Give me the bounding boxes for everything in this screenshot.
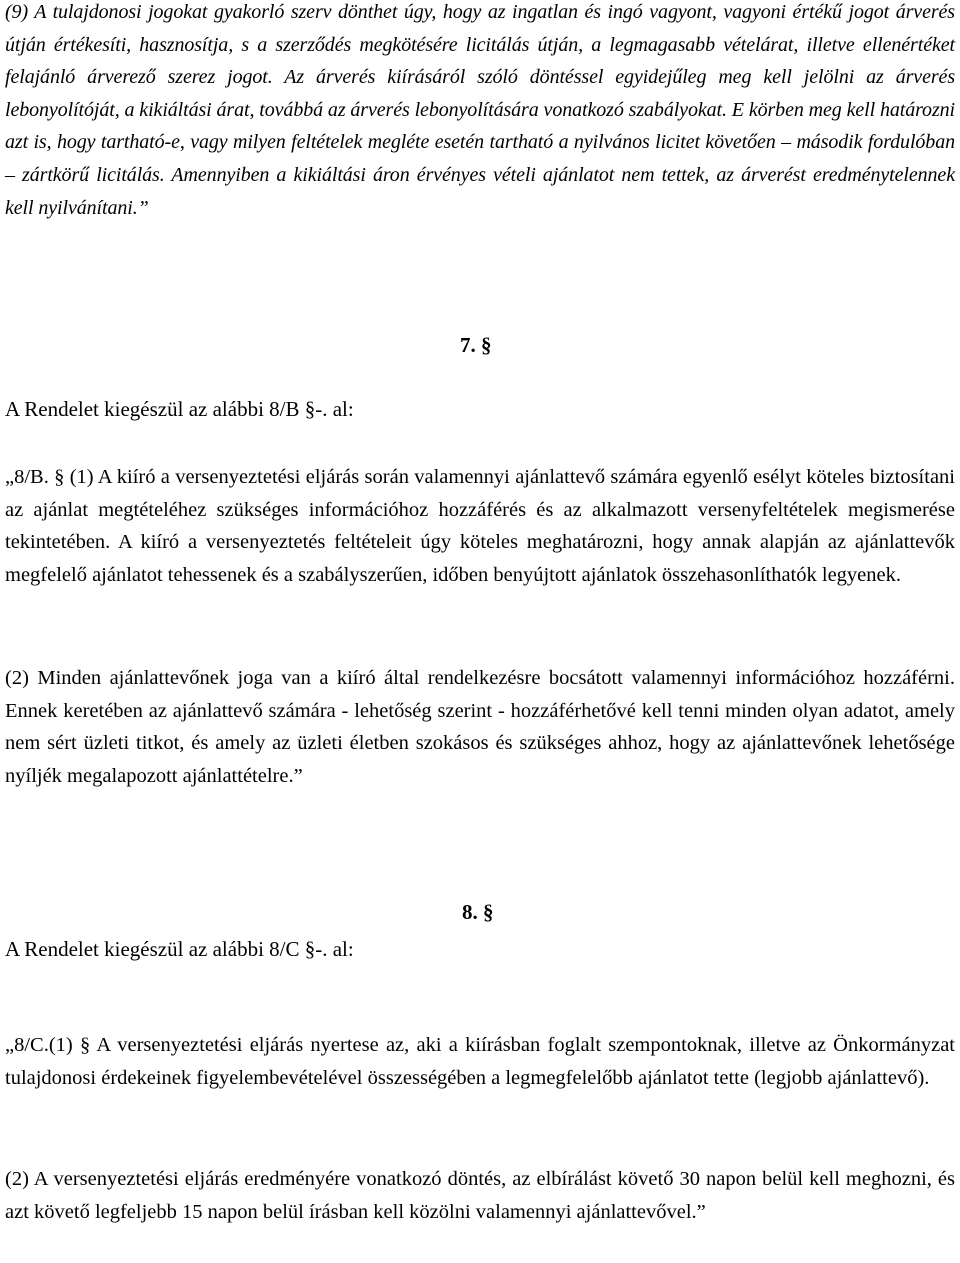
section-8b-paragraph-2: (2) Minden ajánlattevőnek joga van a kiíró által rendelkezésre bocsátott valamennyi információhoz hozzáférni. Ennek keretében az ajánlattevő számára - lehetőség szerint - hozzáférhetővé kell tenni minden olyan adatot, amely nem sért üzleti titkot, és amely az üzleti életben szokásos és szükséges ahhoz, hogy az ajánlattevőnek lehetősége nyíljék megalapozott ajánlattételre.”: [5, 667, 955, 787]
section-7-heading: 7. §: [460, 333, 492, 357]
section-8b-paragraph-1: „8/B. § (1) A kiíró a versenyeztetési eljárás során valamennyi ajánlattevő számára egyenlő esélyt köteles biztosítani az ajánlat megtételéhez szükséges információhoz hozzáférés és az alkalmazott versenyfeltételek megismerése tekintetében. A kiíró a versenyeztetés feltételeit úgy köteles meghatározni, hogy annak alapján az ajánlattevők megfelelő ajánlatot tehessenek és a szabályszerűen, időben benyújtott ajánlatok összehasonlíthatók legyenek.: [5, 466, 955, 586]
section-8-intro: A Rendelet kiegészül az alábbi 8/C §-. al:: [5, 937, 354, 961]
paragraph-9: (9) A tulajdonosi jogokat gyakorló szerv dönthet úgy, hogy az ingatlan és ingó vagyont, vagyoni értékű jogot árverés útján értékesíti, hasznosítja, s a szerződés megkötésére licitálás útján, a legmagasabb vételárat, illetve ellenértéket felajánló árverező szerez jogot. Az árverés kiírásáról szóló döntéssel egyidejűleg meg kell jelölni az árverés lebonyolítóját, a kikiáltási árat, továbbá az árverés lebonyolítására vonatkozó szabályokat. E körben meg kell határozni azt is, hogy tartható-e, vagy milyen feltételek megléte esetén tartható a nyilvános licitet követően – második fordulóban – zártkörű licitálás. Amennyiben a kikiáltási áron érvényes vételi ajánlatot nem tettek, az árverést eredménytelennek kell nyilvánítani.”: [5, 1, 955, 219]
section-8c-paragraph-1: „8/C.(1) § A versenyeztetési eljárás nyertese az, aki a kiírásban foglalt szempontoknak, illetve az Önkormányzat tulajdonosi érdekeinek figyelembevételével összességében a legmegfelelőbb ajánlatot tette (legjobb ajánlattevő).: [5, 1034, 955, 1089]
section-7-intro: A Rendelet kiegészül az alábbi 8/B §-. al:: [5, 397, 354, 421]
section-8-heading: 8. §: [462, 900, 494, 924]
section-8c-paragraph-2: (2) A versenyeztetési eljárás eredményére vonatkozó döntés, az elbírálást követő 30 napon belül kell meghozni, és azt követő legfeljebb 15 napon belül írásban kell közölni valamennyi ajánlattevővel.”: [5, 1168, 955, 1223]
